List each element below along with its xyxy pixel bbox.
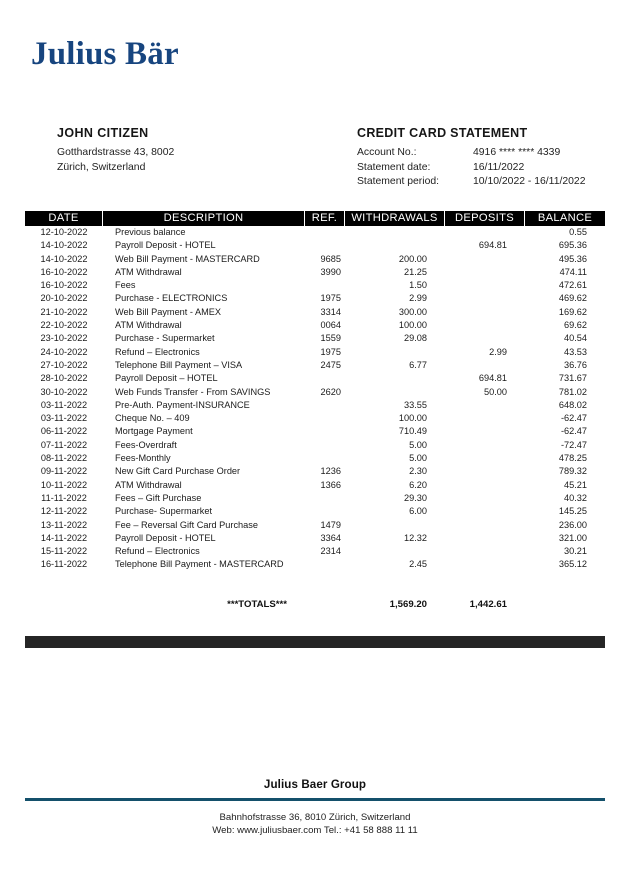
cell-balance: 236.00 [558, 519, 587, 530]
cell-deposits [445, 399, 525, 412]
customer-name: JOHN CITIZEN [57, 126, 149, 140]
cell-balance: 789.32 [558, 466, 587, 477]
statement-date-label: Statement date: [357, 161, 431, 173]
customer-block [57, 126, 347, 175]
cell-date: 09-11-2022 [40, 466, 88, 477]
totals-withdrawals: 1,569.20 [389, 598, 427, 610]
cell-ref [305, 412, 345, 425]
cell-deposits [445, 545, 525, 558]
cell-date: 13-11-2022 [40, 519, 88, 530]
cell-ref [305, 452, 345, 465]
account-number-value: 4916 **** **** 4339 [473, 147, 561, 158]
cell-date: 03-11-2022 [40, 413, 88, 424]
table-row [25, 425, 605, 438]
cell-date: 08-11-2022 [40, 453, 88, 464]
account-number-row [357, 146, 607, 161]
cell-description: Cheque No. – 409 [115, 413, 190, 424]
cell-description: Payroll Deposit - HOTEL [115, 532, 216, 543]
totals-deposits: 1,442.61 [469, 598, 507, 610]
cell-ref: 2314 [320, 546, 341, 557]
cell-deposits [445, 279, 525, 292]
statement-date-value: 16/11/2022 [473, 161, 525, 173]
cell-description: Pre-Auth. Payment-INSURANCE [115, 399, 250, 410]
column-header-balance: BALANCE [537, 212, 593, 224]
cell-deposits [445, 226, 525, 239]
cell-withdrawals [345, 239, 445, 252]
cell-withdrawals: 710.49 [398, 426, 427, 437]
cell-date: 20-10-2022 [40, 293, 88, 304]
cell-deposits [445, 532, 525, 545]
cell-withdrawals: 12.32 [404, 532, 427, 543]
table-row [25, 319, 605, 332]
cell-withdrawals: 5.00 [409, 439, 427, 450]
table-body [25, 226, 605, 572]
table-row [25, 292, 605, 305]
cell-date: 16-10-2022 [40, 280, 88, 291]
cell-withdrawals: 1.50 [409, 280, 427, 291]
cell-description: Fee – Reversal Gift Card Purchase [115, 519, 258, 530]
cell-ref [305, 399, 345, 412]
cell-date: 30-10-2022 [40, 386, 88, 397]
cell-withdrawals: 21.25 [404, 266, 427, 277]
cell-deposits [445, 452, 525, 465]
column-header-description: DESCRIPTION [103, 211, 305, 226]
cell-balance: 469.62 [558, 293, 587, 304]
cell-date: 10-11-2022 [40, 479, 88, 490]
table-row [25, 306, 605, 319]
cell-balance: 169.62 [558, 306, 587, 317]
cell-withdrawals: 2.30 [409, 466, 427, 477]
cell-ref: 1975 [320, 293, 341, 304]
cell-date: 12-10-2022 [40, 227, 88, 237]
cell-balance: 0.55 [569, 227, 587, 237]
cell-balance: 69.62 [564, 320, 587, 331]
cell-withdrawals: 200.00 [398, 253, 427, 264]
cell-withdrawals [345, 386, 445, 399]
cell-date: 23-10-2022 [40, 333, 88, 344]
cell-date: 22-10-2022 [40, 320, 88, 331]
cell-deposits [445, 253, 525, 266]
cell-balance: 30.21 [564, 546, 587, 557]
account-number-label: Account No.: [357, 147, 417, 158]
cell-date: 06-11-2022 [40, 426, 88, 437]
column-header-withdrawals: WITHDRAWALS [345, 211, 445, 226]
table-row [25, 519, 605, 532]
cell-balance: 695.36 [558, 240, 587, 251]
cell-date: 21-10-2022 [40, 306, 88, 317]
cell-date: 24-10-2022 [40, 346, 88, 357]
column-header-date: DATE [25, 211, 103, 226]
table-row [25, 465, 605, 478]
footer-contact: Web: www.juliusbaer.com Tel.: +41 58 888 11 11 [212, 825, 418, 836]
cell-ref: 2475 [320, 359, 341, 370]
cell-withdrawals: 6.00 [409, 506, 427, 517]
transactions-table [25, 211, 605, 612]
cell-deposits: 694.81 [478, 373, 507, 384]
cell-balance: 474.11 [559, 266, 587, 277]
cell-withdrawals: 100.00 [398, 320, 427, 331]
cell-ref [305, 226, 345, 239]
cell-balance: 495.36 [558, 253, 587, 264]
cell-balance: -72.47 [560, 439, 587, 450]
cell-balance: 45.21 [564, 479, 587, 490]
cell-deposits [445, 492, 525, 505]
cell-description: Purchase- Supermarket [115, 506, 213, 517]
cell-deposits: 50.00 [484, 386, 507, 397]
table-row [25, 332, 605, 345]
cell-ref [305, 239, 345, 252]
cell-date: 15-11-2022 [40, 546, 88, 557]
cell-deposits [445, 266, 525, 279]
statement-info-block [357, 126, 607, 190]
bank-logo: Julius Bär [31, 36, 179, 72]
cell-ref: 9685 [320, 253, 341, 264]
cell-description: New Gift Card Purchase Order [115, 466, 241, 477]
cell-deposits [445, 479, 525, 492]
cell-deposits [445, 319, 525, 332]
cell-deposits [445, 332, 525, 345]
cell-withdrawals: 2.99 [409, 293, 427, 304]
cell-ref: 3364 [320, 532, 341, 543]
footer-divider [25, 798, 605, 801]
table-row [25, 439, 605, 452]
cell-description: Purchase - ELECTRONICS [115, 293, 228, 304]
column-header-deposits: DEPOSITS [445, 211, 525, 226]
customer-address-line-1: Gotthardstrasse 43, 8002 [57, 147, 175, 158]
cell-ref: 1479 [320, 519, 341, 530]
totals-label: ***TOTALS*** [227, 598, 287, 610]
table-row [25, 558, 605, 571]
statement-period-row [357, 175, 607, 190]
cell-deposits [445, 505, 525, 518]
cell-deposits [445, 439, 525, 452]
cell-balance: 43.53 [564, 346, 587, 357]
cell-withdrawals: 6.20 [409, 479, 427, 490]
table-row [25, 372, 605, 385]
table-row [25, 266, 605, 279]
statement-period-value: 10/10/2022 - 16/11/2022 [473, 176, 586, 187]
cell-deposits: 2.99 [489, 346, 507, 357]
cell-balance: 321.00 [558, 532, 587, 543]
table-header-row [25, 211, 605, 226]
cell-balance: 731.67 [558, 373, 587, 384]
cell-withdrawals: 2.45 [409, 559, 427, 570]
cell-ref: 1366 [320, 479, 341, 490]
cell-ref [305, 505, 345, 518]
table-row [25, 532, 605, 545]
cell-description: Previous balance [115, 227, 186, 237]
cell-ref: 1236 [320, 466, 341, 477]
footer-contact-block [25, 811, 605, 837]
footer-company-name: Julius Baer Group [263, 778, 367, 791]
table-row [25, 226, 605, 239]
table-row [25, 452, 605, 465]
cell-ref [305, 425, 345, 438]
table-row [25, 412, 605, 425]
cell-description: ATM Withdrawal [115, 479, 182, 490]
statement-period-label: Statement period: [357, 176, 440, 187]
cell-withdrawals: 5.00 [409, 453, 427, 464]
cell-description: Telephone Bill Payment – VISA [115, 359, 243, 370]
cell-withdrawals: 6.77 [409, 359, 427, 370]
cell-description: Payroll Deposit - HOTEL [115, 240, 216, 251]
cell-date: 14-10-2022 [40, 240, 88, 251]
cell-balance: -62.47 [560, 413, 587, 424]
cell-withdrawals: 29.08 [404, 333, 427, 344]
cell-date: 11-11-2022 [41, 492, 87, 503]
statement-title: CREDIT CARD STATEMENT [357, 126, 528, 140]
cell-description: Fees-Overdraft [115, 439, 177, 450]
cell-description: Payroll Deposit – HOTEL [115, 373, 218, 384]
cell-balance: 40.54 [564, 333, 587, 344]
cell-balance: 472.61 [558, 280, 587, 291]
cell-description: Refund – Electronics [115, 546, 200, 557]
table-row [25, 492, 605, 505]
cell-date: 27-10-2022 [40, 359, 88, 370]
totals-row [25, 598, 605, 612]
cell-withdrawals: 100.00 [398, 413, 427, 424]
page-footer [25, 778, 605, 837]
cell-withdrawals [345, 545, 445, 558]
cell-deposits [445, 412, 525, 425]
cell-ref [305, 492, 345, 505]
table-row [25, 479, 605, 492]
cell-date: 07-11-2022 [40, 439, 88, 450]
cell-balance: 478.25 [558, 453, 587, 464]
cell-withdrawals [345, 346, 445, 359]
cell-deposits [445, 465, 525, 478]
cell-description: Fees-Monthly [115, 453, 171, 464]
cell-withdrawals: 300.00 [398, 306, 427, 317]
table-row [25, 399, 605, 412]
cell-deposits [445, 558, 525, 571]
cell-withdrawals [345, 226, 445, 239]
cell-balance: 36.76 [564, 359, 587, 370]
cell-balance: -62.47 [560, 426, 587, 437]
section-divider-bar [25, 636, 605, 648]
cell-balance: 145.25 [558, 506, 587, 517]
table-row [25, 359, 605, 372]
cell-description: Fees – Gift Purchase [115, 492, 202, 503]
cell-withdrawals: 29.30 [404, 492, 427, 503]
column-header-ref: REF. [305, 211, 345, 226]
cell-withdrawals [345, 519, 445, 532]
cell-description: Telephone Bill Payment - MASTERCARD [115, 559, 284, 570]
cell-date: 12-11-2022 [40, 506, 88, 517]
cell-ref [305, 439, 345, 452]
cell-date: 16-11-2022 [40, 559, 88, 570]
cell-balance: 365.12 [558, 559, 587, 570]
cell-description: Purchase - Supermarket [115, 333, 215, 344]
cell-description: Fees [115, 280, 136, 291]
table-row [25, 386, 605, 399]
cell-ref [305, 558, 345, 571]
cell-balance: 781.02 [558, 386, 587, 397]
cell-ref: 1559 [320, 333, 341, 344]
cell-ref: 3314 [320, 306, 341, 317]
cell-ref: 2620 [320, 386, 341, 397]
cell-deposits [445, 306, 525, 319]
cell-date: 16-10-2022 [40, 266, 88, 277]
cell-description: ATM Withdrawal [115, 266, 182, 277]
table-row [25, 253, 605, 266]
footer-address: Bahnhofstrasse 36, 8010 Zürich, Switzerland [219, 812, 411, 823]
cell-deposits [445, 519, 525, 532]
cell-deposits [445, 425, 525, 438]
cell-description: Refund – Electronics [115, 346, 200, 357]
cell-ref [305, 279, 345, 292]
table-row [25, 346, 605, 359]
cell-ref [305, 372, 345, 385]
cell-date: 28-10-2022 [40, 373, 88, 384]
cell-date: 14-11-2022 [40, 532, 88, 543]
cell-balance: 648.02 [558, 399, 587, 410]
cell-description: Mortgage Payment [115, 426, 193, 437]
cell-withdrawals: 33.55 [404, 399, 427, 410]
cell-deposits [445, 292, 525, 305]
table-row [25, 239, 605, 252]
customer-address-line-2: Zürich, Switzerland [57, 161, 146, 173]
table-row [25, 545, 605, 558]
cell-date: 14-10-2022 [40, 253, 88, 264]
cell-deposits [445, 359, 525, 372]
cell-ref: 0064 [320, 320, 341, 331]
cell-description: Web Bill Payment - AMEX [115, 306, 222, 317]
statement-date-row [357, 161, 607, 176]
cell-description: ATM Withdrawal [115, 320, 182, 331]
cell-withdrawals [345, 372, 445, 385]
table-row [25, 279, 605, 292]
cell-ref: 3990 [320, 266, 341, 277]
cell-deposits: 694.81 [478, 240, 507, 251]
cell-ref: 1975 [320, 346, 341, 357]
table-row [25, 505, 605, 518]
cell-description: Web Bill Payment - MASTERCARD [115, 253, 260, 264]
cell-description: Web Funds Transfer - From SAVINGS [115, 386, 271, 397]
cell-balance: 40.32 [564, 492, 587, 503]
cell-date: 03-11-2022 [40, 399, 88, 410]
